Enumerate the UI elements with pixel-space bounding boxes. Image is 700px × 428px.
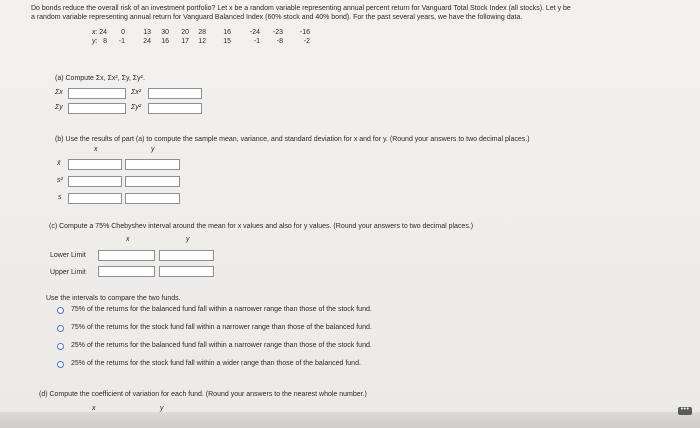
sum-y2-label: Σy² [131, 104, 142, 111]
x-value-4: 30 [161, 29, 169, 36]
bottom-shadow [0, 412, 700, 428]
intro-text-line2: a random variable representing annual return for Vanguard Balanced Index (60% stock and 40% bond). For the past several years, we have the following data. [31, 14, 523, 21]
sd-label: s [58, 194, 62, 201]
y-value-5: 17 [181, 38, 189, 45]
upper-limit-label: Upper Limit [50, 269, 86, 276]
x-value-1: 24 [99, 29, 107, 36]
y-value-4: 16 [161, 38, 169, 45]
part-c-prompt: (c) Compute a 75% Chebyshev interval around the mean for x values and also for y values. (Round your answers to two decimal places.) [49, 223, 474, 230]
x-value-5: 20 [181, 29, 189, 36]
lower-limit-label: Lower Limit [50, 252, 86, 259]
part-d-col-y: y [160, 405, 164, 412]
option-2-text[interactable]: 75% of the returns for the stock fund fall within a narrower range than those of the balanced fund. [71, 324, 372, 331]
sd-x-input[interactable] [68, 193, 122, 204]
part-b-col-y: y [151, 146, 155, 153]
intro-text-line1: Do bonds reduce the overall risk of an investment portfolio? Let x be a random variable representing annual percent return for Vanguard Total Stock Index (all stocks). Let y be [31, 5, 571, 12]
x-value-7: 16 [223, 29, 231, 36]
x-value-8: -24 [249, 29, 260, 36]
lower-x-input[interactable] [98, 250, 155, 261]
part-c-col-y: y [186, 236, 190, 243]
option-3-text[interactable]: 25% of the returns for the balanced fund fall within a narrower range than those of the stock fund. [71, 342, 372, 349]
upper-x-input[interactable] [98, 266, 155, 277]
option-1-radio[interactable] [57, 307, 64, 314]
mean-y-input[interactable] [125, 159, 180, 170]
variance-y-input[interactable] [125, 176, 180, 187]
x-value-10: -16 [299, 29, 310, 36]
lower-y-input[interactable] [159, 250, 214, 261]
more-options-button[interactable]: ••• [678, 407, 692, 415]
mean-x-input[interactable] [68, 159, 122, 170]
part-b-prompt: (b) Use the results of part (a) to compute the sample mean, variance, and standard deviation for x and for y. (Round your answers to two decimal places.) [55, 136, 530, 143]
sum-x-label: Σx [55, 89, 63, 96]
option-4-text[interactable]: 25% of the returns for the stock fund fall within a wider range than those of the balanced fund. [71, 360, 361, 367]
sum-x2-input[interactable] [148, 88, 202, 99]
y-value-10: -2 [303, 38, 310, 45]
part-b-col-x: x [94, 146, 98, 153]
sum-y-label: Σy [55, 104, 63, 111]
mean-label: x̄ [57, 160, 61, 167]
part-d-col-x: x [92, 405, 96, 412]
y-value-6: 12 [198, 38, 206, 45]
part-d-prompt: (d) Compute the coefficient of variation for each fund. (Round your answers to the nearest whole number.) [39, 391, 367, 398]
option-3-radio[interactable] [57, 343, 64, 350]
y-value-8: -1 [253, 38, 260, 45]
sum-y2-input[interactable] [148, 103, 202, 114]
option-1-text[interactable]: 75% of the returns for the balanced fund fall within a narrower range than those of the stock fund. [71, 306, 372, 313]
option-4-radio[interactable] [57, 361, 64, 368]
upper-y-input[interactable] [159, 266, 214, 277]
option-2-radio[interactable] [57, 325, 64, 332]
x-value-9: -23 [272, 29, 283, 36]
x-value-2: 0 [121, 29, 125, 36]
variance-x-input[interactable] [68, 176, 122, 187]
compare-prompt: Use the intervals to compare the two funds. [46, 295, 181, 302]
y-value-3: 24 [143, 38, 151, 45]
variance-label: s² [57, 177, 63, 184]
sum-x-input[interactable] [68, 88, 126, 99]
y-value-7: 15 [223, 38, 231, 45]
part-a-prompt: (a) Compute Σx, Σx², Σy, Σy². [55, 75, 145, 82]
y-value-1: 8 [103, 38, 107, 45]
y-row-label: y: [92, 38, 98, 45]
x-row-label: x: [92, 29, 98, 36]
sd-y-input[interactable] [125, 193, 180, 204]
sum-x2-label: Σx² [131, 89, 142, 96]
sum-y-input[interactable] [68, 103, 126, 114]
y-value-9: -8 [276, 38, 283, 45]
part-c-col-x: x [126, 236, 130, 243]
x-value-3: 13 [143, 29, 151, 36]
y-value-2: -1 [118, 38, 125, 45]
x-value-6: 28 [198, 29, 206, 36]
